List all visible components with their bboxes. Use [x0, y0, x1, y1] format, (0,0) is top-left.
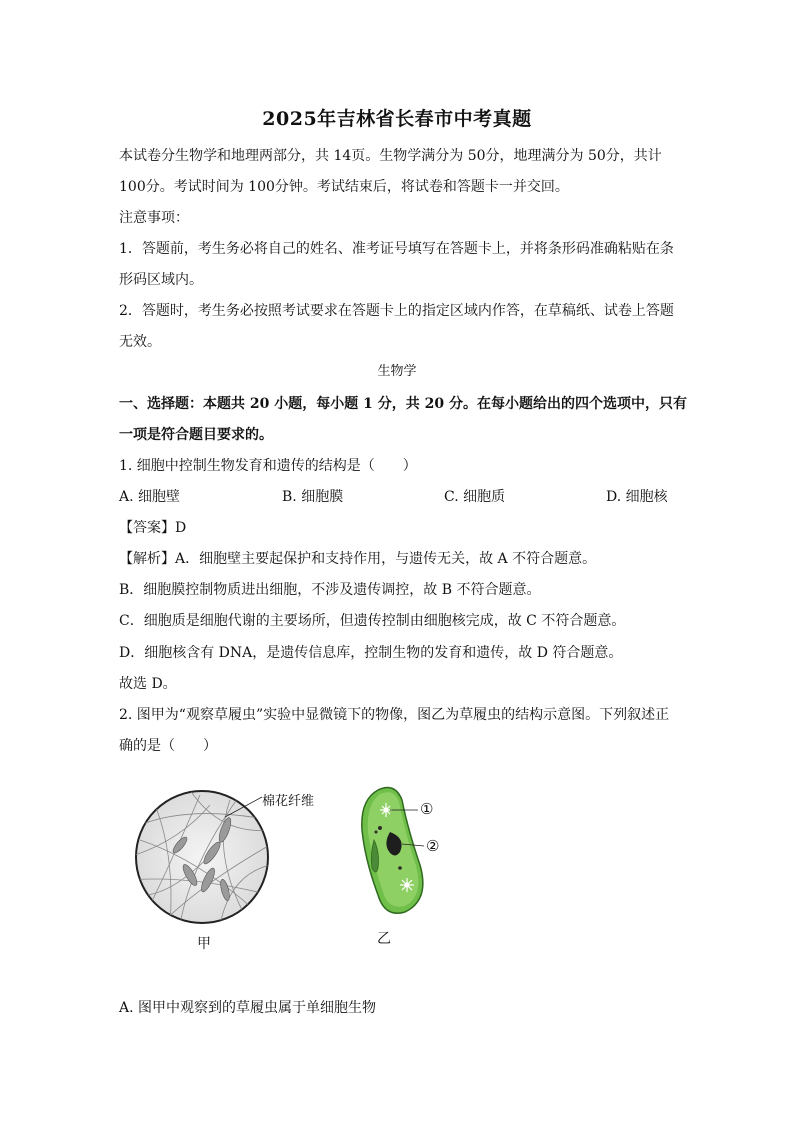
intro-line-2: 100分。考试时间为 100分钟。考试结束后，将试卷和答题卡一并交回。	[119, 179, 569, 195]
question-1-analysis-line: D．细胞核含有 DNA，是遗传信息库，控制生物的发育和遗传，故 D 符合题意。	[119, 645, 623, 661]
subject-heading: 生物学	[377, 364, 417, 379]
notice-1-line-1: 1．答题前，考生务必将自己的姓名、准考证号填写在答题卡上，并将条形码准确粘贴在条	[119, 241, 674, 257]
question-1-analysis-line: C．细胞质是细胞代谢的主要场所，但遗传控制由细胞核完成，故 C 不符合题意。	[119, 613, 626, 629]
marker-2: ②	[426, 837, 440, 855]
question-1-analysis-line: 【解析】A．细胞壁主要起保护和支持作用，与遗传无关，故 A 不符合题意。	[119, 551, 597, 567]
question-2-option-a: A. 图甲中观察到的草履虫属于单细胞生物	[119, 1000, 377, 1016]
figure-jia-label: 甲	[197, 936, 211, 952]
notice-2-line-1: 2．答题时，考生务必按照考试要求在答题卡上的指定区域内作答，在草稿纸、试卷上答题	[119, 303, 674, 319]
notice-heading: 注意事项：	[119, 210, 189, 226]
question-1-analysis-line: B．细胞膜控制物质进出细胞，不涉及遗传调控，故 B 不符合题意。	[119, 582, 541, 598]
question-1-option-a: A. 细胞壁	[119, 489, 181, 505]
question-1-answer: 【答案】D	[119, 520, 187, 536]
notice-2-line-2: 无效。	[119, 334, 161, 350]
notice-1-line-2: 形码区域内。	[119, 272, 203, 288]
page-title: 2025年吉林省长春市中考真题	[262, 108, 532, 130]
question-1-analysis-line: 故选 D。	[119, 676, 177, 692]
intro-line-1: 本试卷分生物学和地理两部分，共 14页。生物学满分为 50分，地理满分为 50分，共计	[119, 148, 662, 164]
question-1-stem: 1. 细胞中控制生物发育和遗传的结构是（ ）	[119, 458, 417, 474]
cotton-fiber-callout: 棉花纤维	[262, 794, 315, 809]
section-1-line-2: 一项是符合题目要求的。	[119, 427, 273, 443]
question-2-stem-line-1: 2. 图甲为“观察草履虫”实验中显微镜下的物像，图乙为草履虫的结构示意图。下列叙述正	[119, 707, 670, 723]
figure-yi-label: 乙	[377, 931, 391, 947]
question-2-stem-line-2: 确的是（ ）	[119, 738, 217, 754]
microscope-view-figure	[130, 785, 280, 935]
question-1-option-c: C. 细胞质	[444, 489, 506, 505]
marker-1: ①	[420, 800, 434, 818]
section-1-line-1: 一、选择题：本题共 20 小题，每小题 1 分，共 20 分。在每小题给出的四个选项中，只有	[119, 396, 687, 412]
question-1-option-b: B. 细胞膜	[282, 489, 344, 505]
question-1-option-d: D. 细胞核	[606, 489, 668, 505]
